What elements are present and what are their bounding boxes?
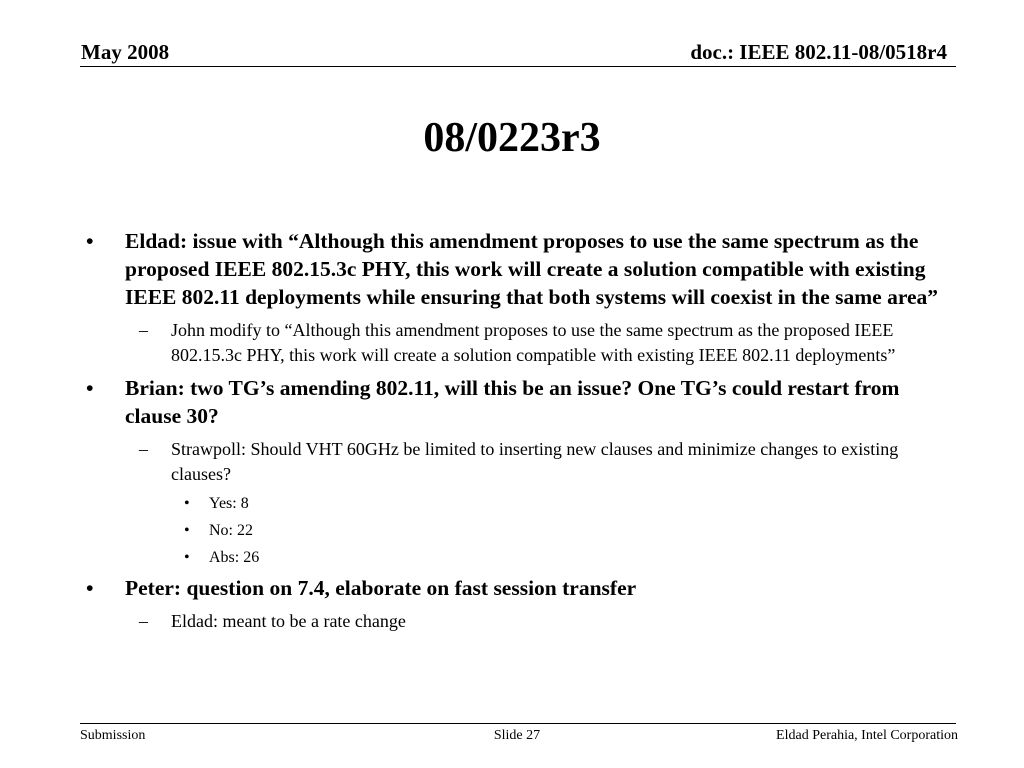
sub-bullet-1-1-text: John modify to “Although this amendment proposes to use the same spectrum as the proposed IEEE 802.15.3c PHY, this work will create a solution compatible with existing IEEE 802.11 deployments”: [171, 320, 896, 365]
poll-result-yes: [184, 493, 956, 514]
bullet-marker: •: [86, 576, 94, 600]
bullet-marker: •: [86, 376, 94, 400]
bullet-3: [86, 574, 956, 602]
dash-marker: –: [139, 439, 148, 459]
poll-result-no-text: No: 22: [209, 522, 253, 539]
footer-slide-number: Slide 27: [493, 728, 541, 743]
dash-marker: –: [139, 611, 148, 631]
sub-bullet-3-1: [139, 609, 956, 634]
header-doc-id: doc.: IEEE 802.11-08/0518r4: [690, 40, 947, 64]
sub-bullet-2-1-text: Strawpoll: Should VHT 60GHz be limited to inserting new clauses and minimize changes to existing clauses?: [171, 439, 899, 484]
bullet-1: [86, 227, 956, 311]
footer-author: Eldad Perahia, Intel Corporation: [776, 728, 958, 743]
poll-result-abs-text: Abs: 26: [209, 549, 260, 566]
header-rule: [80, 66, 956, 67]
bullet-marker: •: [184, 522, 190, 539]
bullet-marker: •: [184, 495, 190, 512]
slide-body: [86, 227, 956, 640]
sub-bullet-1-1: [139, 318, 956, 368]
bullet-2-text: Brian: two TG’s amending 802.11, will this be an issue? One TG’s could restart from clause 30?: [125, 376, 900, 428]
header-date: May 2008: [81, 40, 170, 64]
bullet-1-text: Eldad: issue with “Although this amendment proposes to use the same spectrum as the proposed IEEE 802.15.3c PHY, this work will create a solution compatible with existing IEEE 802.11 deployments while ensuring that both systems will coexist in the same area”: [125, 229, 939, 309]
footer-submission: Submission: [80, 728, 146, 743]
sub-bullet-3-1-text: Eldad: meant to be a rate change: [171, 611, 406, 631]
slide-title: 08/0223r3: [423, 115, 601, 161]
bullet-2: [86, 374, 956, 430]
bullet-3-text: Peter: question on 7.4, elaborate on fast session transfer: [125, 576, 637, 600]
dash-marker: –: [139, 320, 148, 340]
bullet-marker: •: [86, 229, 94, 253]
bullet-marker: •: [184, 549, 190, 566]
poll-result-yes-text: Yes: 8: [209, 495, 249, 512]
footer-rule: [80, 723, 956, 724]
poll-result-no: [184, 520, 956, 541]
poll-result-abs: [184, 547, 956, 568]
sub-bullet-2-1: [139, 437, 956, 487]
